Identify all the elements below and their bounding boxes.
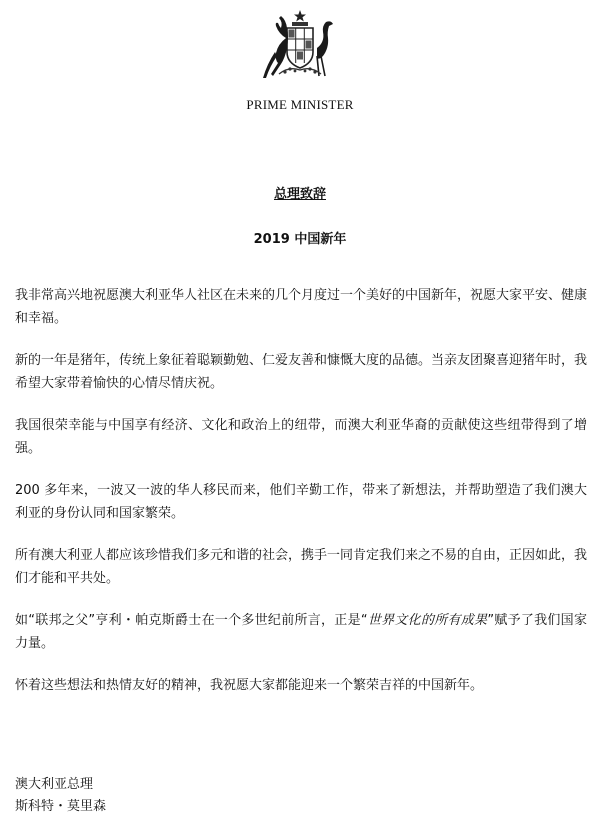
paragraph-4: 200 多年来，一波又一波的华人移民而来，他们辛勤工作，带来了新想法，并帮助塑造了我们澳大利亚的身份认同和国家繁荣。 [15,483,587,521]
paragraph-3: 我国很荣幸能与中国享有经济、文化和政治上的纽带，而澳大利亚华裔的贡献使这些纽带得到了增强。 [15,418,587,456]
paragraph-quote [15,609,587,655]
quote-after: ”赋予了我们国家力量。 [15,613,587,651]
signature-name: 斯科特・莫里森 [15,799,107,814]
letter-subtitle: 2019 中国新年 [253,232,347,247]
office-heading: PRIME MINISTER [246,97,354,112]
paragraph-5: 所有澳大利亚人都应该珍惜我们多元和谐的社会，携手一同肯定我们来之不易的自由，正因如此，我们才能和平共处。 [15,548,588,586]
quote-emphasis: 世界文化的所有成果 [367,613,488,628]
signature-block [15,774,106,818]
signature-role: 澳大利亚总理 [15,777,94,792]
paragraph-2: 新的一年是猪年，传统上象征着聪颖勤勉、仁爱友善和慷慨大度的品德。当亲友团聚喜迎猪年时，我希望大家带着愉快的心情尽情庆祝。 [15,353,588,391]
letter-title: 总理致辞 [273,187,326,202]
letter-body [15,284,587,716]
paragraph-closing: 怀着这些想法和热情友好的精神，我祝愿大家都能迎来一个繁荣吉祥的中国新年。 [15,678,484,693]
paragraph-1: 我非常高兴地祝愿澳大利亚华人社区在未来的几个月度过一个美好的中国新年，祝愿大家平安、健康和幸福。 [15,288,588,326]
quote-before: 如“联邦之父”亨利・帕克斯爵士在一个多世纪前所言，正是“ [15,613,368,628]
coat-of-arms-icon [259,8,341,90]
